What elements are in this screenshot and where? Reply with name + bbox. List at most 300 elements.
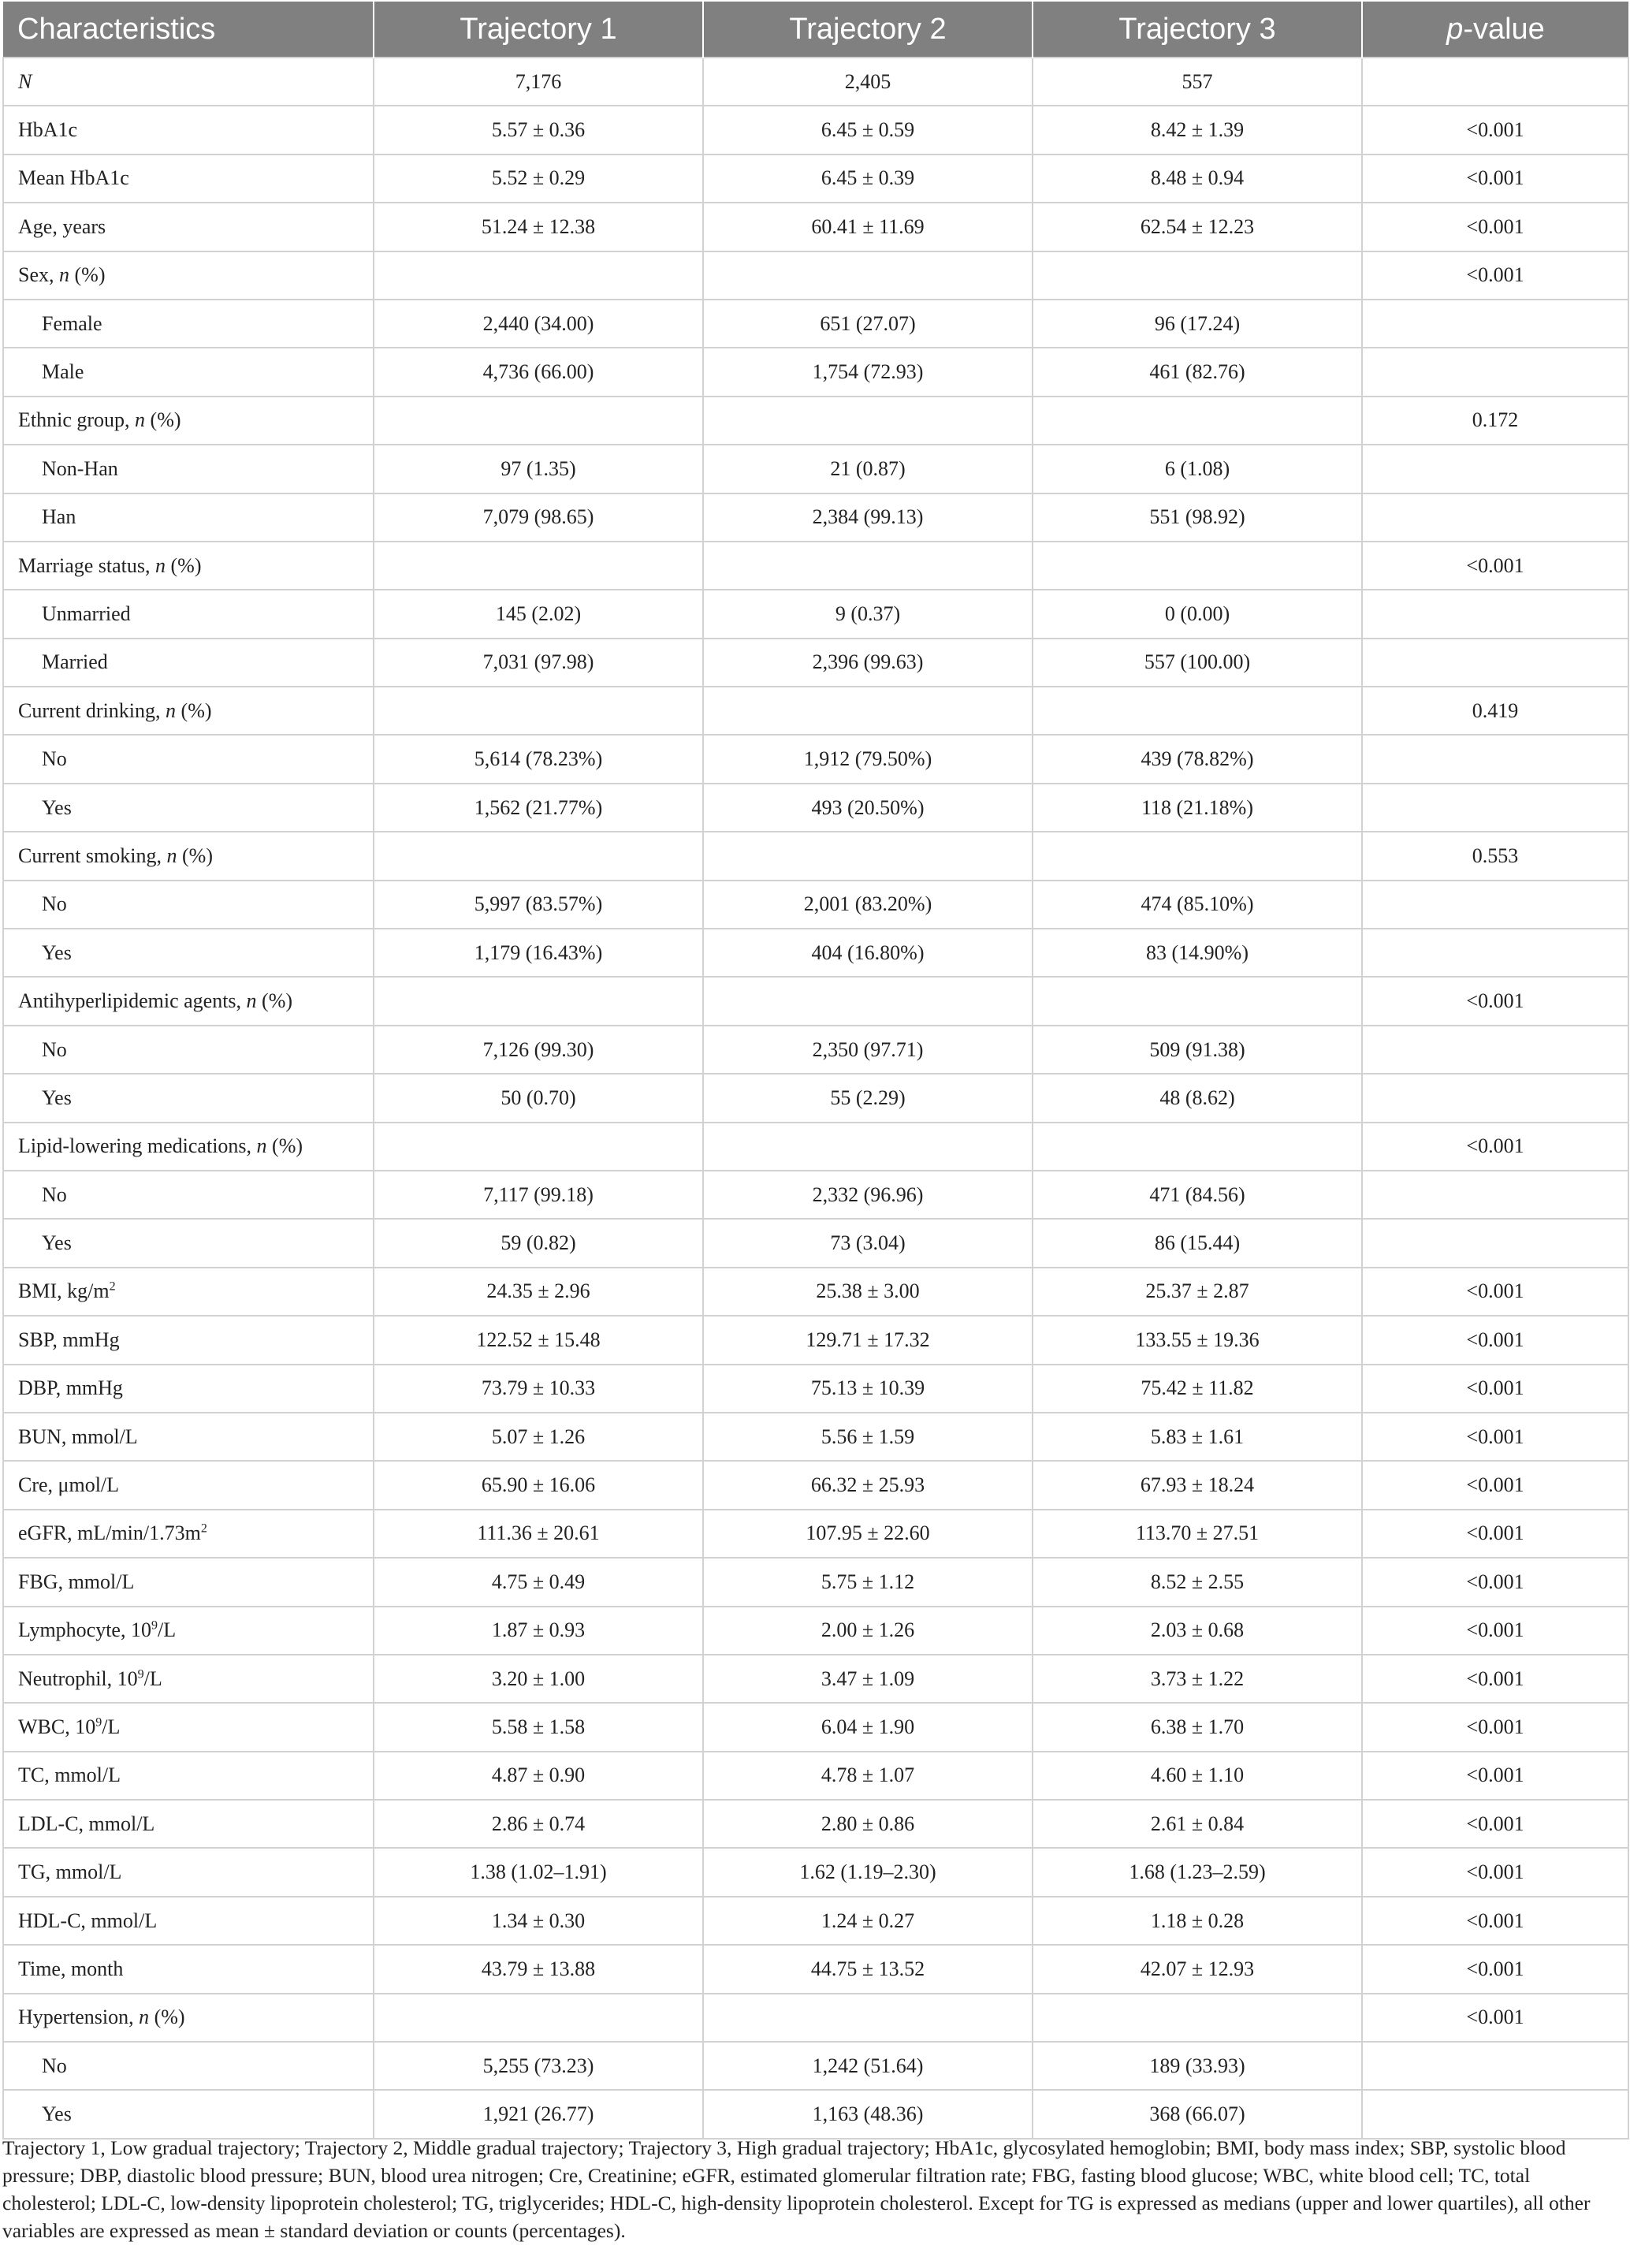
table-body	[3, 58, 1628, 2139]
p-value-cell: <0.001	[1362, 542, 1628, 590]
row-label	[3, 1026, 374, 1074]
p-value-cell	[1362, 300, 1628, 348]
trajectory-3-cell: 439 (78.82%)	[1033, 735, 1362, 783]
row-label	[3, 1461, 374, 1509]
trajectory-1-cell: 51.24 ± 12.38	[374, 203, 703, 251]
trajectory-1-cell: 1.38 (1.02–1.91)	[374, 1848, 703, 1896]
trajectory-3-cell: 113.70 ± 27.51	[1033, 1510, 1362, 1558]
trajectory-1-cell	[374, 687, 703, 735]
row-label-superscript: 2	[200, 1521, 207, 1536]
trajectory-3-cell: 551 (98.92)	[1033, 493, 1362, 542]
row-label-suffix: (%)	[145, 408, 181, 432]
row-label-text: SBP, mmHg	[18, 1328, 120, 1351]
p-value-cell	[1362, 929, 1628, 977]
row-label-text: HbA1c	[18, 118, 78, 142]
trajectory-3-cell	[1033, 251, 1362, 300]
table-row	[3, 1316, 1628, 1364]
trajectory-3-cell	[1033, 832, 1362, 880]
row-label-text: No	[42, 892, 67, 916]
table-row	[3, 1994, 1628, 2042]
trajectory-3-cell: 474 (85.10%)	[1033, 881, 1362, 929]
table-row	[3, 1123, 1628, 1171]
trajectory-3-cell	[1033, 542, 1362, 590]
trajectory-1-cell: 59 (0.82)	[374, 1219, 703, 1267]
row-label	[3, 1994, 374, 2042]
trajectory-3-cell: 62.54 ± 12.23	[1033, 203, 1362, 251]
row-label-text: Marriage status,	[18, 553, 156, 577]
trajectory-1-cell: 7,079 (98.65)	[374, 493, 703, 542]
row-label	[3, 1365, 374, 1413]
table-row	[3, 832, 1628, 880]
row-label-text: eGFR, mL/min/1.73m	[18, 1521, 201, 1545]
trajectory-2-cell: 2,001 (83.20%)	[703, 881, 1033, 929]
trajectory-1-cell	[374, 832, 703, 880]
trajectory-2-cell: 60.41 ± 11.69	[703, 203, 1033, 251]
p-value-cell: 0.419	[1362, 687, 1628, 735]
row-label	[3, 929, 374, 977]
row-label-text: Yes	[42, 1086, 72, 1109]
p-value-cell	[1362, 493, 1628, 542]
trajectory-2-cell: 1,242 (51.64)	[703, 2042, 1033, 2090]
row-label	[3, 1800, 374, 1848]
trajectory-1-cell: 24.35 ± 2.96	[374, 1268, 703, 1316]
row-label	[3, 1897, 374, 1945]
p-value-cell	[1362, 1026, 1628, 1074]
row-label-text: Married	[42, 650, 108, 674]
trajectory-3-cell: 42.07 ± 12.93	[1033, 1945, 1362, 1993]
row-label	[3, 1413, 374, 1461]
row-label	[3, 832, 374, 880]
trajectory-3-cell: 8.52 ± 2.55	[1033, 1558, 1362, 1606]
row-label	[3, 1171, 374, 1219]
trajectory-2-cell: 6.45 ± 0.39	[703, 155, 1033, 203]
trajectory-3-cell: 75.42 ± 11.82	[1033, 1365, 1362, 1413]
trajectory-2-cell: 75.13 ± 10.39	[703, 1365, 1033, 1413]
table-footnote: Trajectory 1, Low gradual trajectory; Trajectory 2, Middle gradual trajectory; Trajectory 3, High gradual trajectory; HbA1c, glycosylated hemoglobin; BMI, body mass index; SBP, systolic blood pressure; DBP, diastolic blood pressure; BUN, blood urea nitrogen; Cre, Creatinine; eGFR, estimated glomerular filtration rate; FBG, fasting blood glucose; WBC, white blood cell; TC, total cholesterol; LDL-C, low-density lipoprotein cholesterol; TG, triglycerides; HDL-C, high-density lipoprotein cholesterol. Except for TG is expressed as medians (upper and lower quartiles), all other variables are expressed as mean ± standard deviation or counts (percentages).	[2, 2136, 1591, 2242]
row-label-text: Female	[42, 311, 102, 335]
p-value-cell: <0.001	[1362, 977, 1628, 1025]
trajectory-2-cell: 2,405	[703, 58, 1033, 106]
trajectory-3-cell: 48 (8.62)	[1033, 1074, 1362, 1122]
row-label	[3, 203, 374, 251]
p-value-cell: <0.001	[1362, 1994, 1628, 2042]
p-value-cell	[1362, 445, 1628, 493]
p-value-cell: <0.001	[1362, 1800, 1628, 1848]
row-label	[3, 1655, 374, 1703]
trajectory-1-cell	[374, 542, 703, 590]
table-row	[3, 106, 1628, 154]
row-label	[3, 1945, 374, 1993]
trajectory-2-cell	[703, 1123, 1033, 1171]
row-label	[3, 445, 374, 493]
table-row	[3, 1607, 1628, 1655]
row-label-italic: n	[246, 989, 257, 1013]
p-value-cell: 0.172	[1362, 397, 1628, 445]
row-label-suffix: (%)	[177, 844, 213, 867]
row-label-superscript: 9	[137, 1667, 144, 1681]
p-value-cell: <0.001	[1362, 1268, 1628, 1316]
trajectory-3-cell: 5.83 ± 1.61	[1033, 1413, 1362, 1461]
trajectory-1-cell: 1,179 (16.43%)	[374, 929, 703, 977]
table-row	[3, 203, 1628, 251]
table-row	[3, 1413, 1628, 1461]
row-label	[3, 735, 374, 783]
row-label-text: No	[42, 747, 67, 771]
trajectory-1-cell: 5.52 ± 0.29	[374, 155, 703, 203]
trajectory-1-cell: 4,736 (66.00)	[374, 348, 703, 396]
trajectory-2-cell: 2.00 ± 1.26	[703, 1607, 1033, 1655]
row-label	[3, 1074, 374, 1122]
row-label-italic: n	[166, 698, 177, 722]
header-p-suffix: -value	[1463, 12, 1545, 46]
trajectory-1-cell: 111.36 ± 20.61	[374, 1510, 703, 1558]
table-row	[3, 1171, 1628, 1219]
trajectory-3-cell: 557	[1033, 58, 1362, 106]
trajectory-2-cell: 6.04 ± 1.90	[703, 1703, 1033, 1751]
trajectory-2-cell: 1,912 (79.50%)	[703, 735, 1033, 783]
row-label	[3, 639, 374, 687]
trajectory-3-cell: 3.73 ± 1.22	[1033, 1655, 1362, 1703]
row-label	[3, 1558, 374, 1606]
row-label-text: Lymphocyte, 10	[18, 1618, 151, 1642]
trajectory-2-cell	[703, 832, 1033, 880]
row-label-superscript: 2	[109, 1279, 116, 1294]
table-row	[3, 687, 1628, 735]
row-label-text: Ethnic group,	[18, 408, 136, 432]
table-row	[3, 1945, 1628, 1993]
row-label-text: Yes	[42, 1231, 72, 1255]
p-value-cell	[1362, 1219, 1628, 1267]
row-label	[3, 397, 374, 445]
trajectory-3-cell: 83 (14.90%)	[1033, 929, 1362, 977]
p-value-cell	[1362, 58, 1628, 106]
row-label-text: Antihyperlipidemic agents,	[18, 989, 247, 1013]
trajectory-1-cell: 122.52 ± 15.48	[374, 1316, 703, 1364]
trajectory-1-cell	[374, 251, 703, 300]
trajectory-1-cell: 7,126 (99.30)	[374, 1026, 703, 1074]
row-label-text: Male	[42, 360, 84, 384]
table-row	[3, 1510, 1628, 1558]
trajectory-1-cell: 5.57 ± 0.36	[374, 106, 703, 154]
row-label-italic: N	[18, 69, 32, 93]
p-value-cell: <0.001	[1362, 251, 1628, 300]
table-row	[3, 929, 1628, 977]
row-label-text: Sex,	[18, 263, 59, 287]
trajectory-3-cell	[1033, 1994, 1362, 2042]
p-value-cell: <0.001	[1362, 1316, 1628, 1364]
row-label-text: BUN, mmol/L	[18, 1424, 138, 1448]
trajectory-1-cell: 5,997 (83.57%)	[374, 881, 703, 929]
trajectory-3-cell: 6 (1.08)	[1033, 445, 1362, 493]
p-value-cell: <0.001	[1362, 106, 1628, 154]
table-row	[3, 1703, 1628, 1751]
row-label-italic: n	[256, 1134, 267, 1158]
table-row	[3, 784, 1628, 832]
table-row	[3, 735, 1628, 783]
trajectory-3-cell: 6.38 ± 1.70	[1033, 1703, 1362, 1751]
p-value-cell: <0.001	[1362, 1607, 1628, 1655]
row-label-text: No	[42, 1182, 67, 1206]
row-label	[3, 1607, 374, 1655]
row-label-text: Time, month	[18, 1957, 124, 1980]
trajectory-2-cell: 2,396 (99.63)	[703, 639, 1033, 687]
table-row	[3, 493, 1628, 542]
trajectory-3-cell: 2.03 ± 0.68	[1033, 1607, 1362, 1655]
p-value-cell: <0.001	[1362, 1365, 1628, 1413]
trajectory-1-cell: 97 (1.35)	[374, 445, 703, 493]
trajectory-1-cell: 7,031 (97.98)	[374, 639, 703, 687]
table-row	[3, 542, 1628, 590]
trajectory-2-cell: 73 (3.04)	[703, 1219, 1033, 1267]
trajectory-1-cell	[374, 1123, 703, 1171]
p-value-cell	[1362, 784, 1628, 832]
table-row	[3, 1558, 1628, 1606]
trajectory-2-cell	[703, 397, 1033, 445]
trajectory-2-cell: 44.75 ± 13.52	[703, 1945, 1033, 1993]
header-row	[3, 2, 1628, 58]
table-row	[3, 251, 1628, 300]
row-label	[3, 155, 374, 203]
p-value-cell	[1362, 2042, 1628, 2090]
row-label-text: Yes	[42, 2102, 72, 2126]
trajectory-1-cell: 1.87 ± 0.93	[374, 1607, 703, 1655]
trajectory-2-cell	[703, 1994, 1033, 2042]
trajectory-2-cell: 2,384 (99.13)	[703, 493, 1033, 542]
row-label-italic: n	[139, 2005, 150, 2029]
trajectory-1-cell: 4.75 ± 0.49	[374, 1558, 703, 1606]
table-row	[3, 1848, 1628, 1896]
row-label	[3, 251, 374, 300]
header-trajectory-3: Trajectory 3	[1033, 2, 1362, 58]
row-label-text: Current smoking,	[18, 844, 167, 867]
trajectory-2-cell: 55 (2.29)	[703, 1074, 1033, 1122]
table-row	[3, 1752, 1628, 1800]
header-p-value	[1362, 2, 1628, 58]
p-value-cell: <0.001	[1362, 203, 1628, 251]
trajectory-1-cell: 50 (0.70)	[374, 1074, 703, 1122]
p-value-cell	[1362, 1171, 1628, 1219]
trajectory-2-cell: 651 (27.07)	[703, 300, 1033, 348]
table-row	[3, 1365, 1628, 1413]
row-label-text: Yes	[42, 795, 72, 819]
trajectory-3-cell: 4.60 ± 1.10	[1033, 1752, 1362, 1800]
row-label-text: Lipid-lowering medications,	[18, 1134, 257, 1158]
p-value-cell: <0.001	[1362, 1123, 1628, 1171]
trajectory-1-cell: 7,176	[374, 58, 703, 106]
p-value-cell	[1362, 348, 1628, 396]
table-row	[3, 2042, 1628, 2090]
trajectory-1-cell	[374, 397, 703, 445]
row-label-text: TG, mmol/L	[18, 1860, 122, 1884]
trajectory-1-cell: 2,440 (34.00)	[374, 300, 703, 348]
row-label-text: No	[42, 1037, 67, 1061]
table-row	[3, 1897, 1628, 1945]
table-row	[3, 2090, 1628, 2138]
trajectory-2-cell: 2,350 (97.71)	[703, 1026, 1033, 1074]
trajectory-2-cell: 1.62 (1.19–2.30)	[703, 1848, 1033, 1896]
p-value-cell	[1362, 639, 1628, 687]
trajectory-1-cell: 73.79 ± 10.33	[374, 1365, 703, 1413]
table-row	[3, 639, 1628, 687]
trajectory-3-cell: 96 (17.24)	[1033, 300, 1362, 348]
trajectory-2-cell	[703, 542, 1033, 590]
p-value-cell	[1362, 2090, 1628, 2138]
row-label	[3, 1268, 374, 1316]
p-value-cell	[1362, 881, 1628, 929]
row-label	[3, 1510, 374, 1558]
row-label	[3, 2090, 374, 2138]
row-label	[3, 1123, 374, 1171]
trajectory-2-cell: 66.32 ± 25.93	[703, 1461, 1033, 1509]
trajectory-1-cell: 1.34 ± 0.30	[374, 1897, 703, 1945]
row-label-text: TC, mmol/L	[18, 1763, 121, 1787]
trajectory-2-cell: 9 (0.37)	[703, 590, 1033, 638]
row-label-text: LDL-C, mmol/L	[18, 1812, 155, 1835]
row-label	[3, 977, 374, 1025]
row-label-italic: n	[135, 408, 146, 432]
row-label-text: HDL-C, mmol/L	[18, 1909, 158, 1932]
row-label	[3, 1703, 374, 1751]
row-label	[3, 590, 374, 638]
p-value-cell	[1362, 735, 1628, 783]
trajectory-3-cell	[1033, 687, 1362, 735]
row-label-italic: n	[59, 263, 69, 287]
trajectory-2-cell: 2.80 ± 0.86	[703, 1800, 1033, 1848]
row-label	[3, 687, 374, 735]
row-label-text: Non-Han	[42, 456, 118, 480]
row-label-italic: n	[166, 844, 177, 867]
row-label-text: Han	[42, 505, 76, 529]
trajectory-2-cell	[703, 687, 1033, 735]
trajectory-1-cell: 145 (2.02)	[374, 590, 703, 638]
row-label	[3, 300, 374, 348]
row-label	[3, 348, 374, 396]
table-row	[3, 881, 1628, 929]
table-row	[3, 1655, 1628, 1703]
trajectory-2-cell: 5.75 ± 1.12	[703, 1558, 1033, 1606]
header-characteristics: Characteristics	[3, 2, 374, 58]
row-label-text: Unmarried	[42, 601, 131, 625]
trajectory-2-cell: 2,332 (96.96)	[703, 1171, 1033, 1219]
trajectory-3-cell: 509 (91.38)	[1033, 1026, 1362, 1074]
p-value-cell: <0.001	[1362, 1897, 1628, 1945]
trajectory-1-cell: 3.20 ± 1.00	[374, 1655, 703, 1703]
row-label-suffix: (%)	[166, 553, 202, 577]
trajectory-1-cell: 43.79 ± 13.88	[374, 1945, 703, 1993]
trajectory-1-cell	[374, 977, 703, 1025]
table-row	[3, 348, 1628, 396]
p-value-cell: <0.001	[1362, 1752, 1628, 1800]
trajectory-2-cell: 107.95 ± 22.60	[703, 1510, 1033, 1558]
table-row	[3, 1461, 1628, 1509]
trajectory-3-cell: 557 (100.00)	[1033, 639, 1362, 687]
table-row	[3, 300, 1628, 348]
table-row	[3, 1074, 1628, 1122]
trajectory-3-cell: 1.18 ± 0.28	[1033, 1897, 1362, 1945]
row-label	[3, 881, 374, 929]
trajectory-2-cell: 1,754 (72.93)	[703, 348, 1033, 396]
table-row	[3, 1219, 1628, 1267]
row-label-text: WBC, 10	[18, 1715, 96, 1738]
trajectory-2-cell: 3.47 ± 1.09	[703, 1655, 1033, 1703]
trajectory-1-cell: 5.07 ± 1.26	[374, 1413, 703, 1461]
p-value-cell: <0.001	[1362, 1848, 1628, 1896]
row-label	[3, 784, 374, 832]
row-label-text: Cre, μmol/L	[18, 1473, 120, 1497]
trajectory-3-cell: 118 (21.18%)	[1033, 784, 1362, 832]
trajectory-3-cell: 471 (84.56)	[1033, 1171, 1362, 1219]
characteristics-table	[2, 2, 1629, 2140]
trajectory-1-cell: 5,255 (73.23)	[374, 2042, 703, 2090]
header-p-letter: p	[1446, 12, 1464, 46]
table-row	[3, 1268, 1628, 1316]
trajectory-3-cell: 0 (0.00)	[1033, 590, 1362, 638]
table-row	[3, 155, 1628, 203]
trajectory-1-cell: 5,614 (78.23%)	[374, 735, 703, 783]
trajectory-2-cell: 5.56 ± 1.59	[703, 1413, 1033, 1461]
row-label	[3, 493, 374, 542]
header-trajectory-2: Trajectory 2	[703, 2, 1033, 58]
table-row	[3, 977, 1628, 1025]
trajectory-3-cell: 189 (33.93)	[1033, 2042, 1362, 2090]
row-label-text: Current drinking,	[18, 698, 166, 722]
row-label-suffix: (%)	[256, 989, 293, 1013]
trajectory-3-cell: 133.55 ± 19.36	[1033, 1316, 1362, 1364]
row-label	[3, 542, 374, 590]
p-value-cell: <0.001	[1362, 1655, 1628, 1703]
table-row	[3, 58, 1628, 106]
row-label-suffix: (%)	[176, 698, 212, 722]
trajectory-2-cell	[703, 251, 1033, 300]
trajectory-3-cell: 461 (82.76)	[1033, 348, 1362, 396]
trajectory-1-cell: 1,921 (26.77)	[374, 2090, 703, 2138]
trajectory-3-cell	[1033, 1123, 1362, 1171]
row-label-suffix: /L	[157, 1618, 177, 1642]
trajectory-1-cell: 1,562 (21.77%)	[374, 784, 703, 832]
trajectory-2-cell: 1,163 (48.36)	[703, 2090, 1033, 2138]
table-row	[3, 445, 1628, 493]
row-label	[3, 1219, 374, 1267]
p-value-cell: <0.001	[1362, 155, 1628, 203]
row-label-superscript: 9	[151, 1618, 158, 1633]
trajectory-2-cell: 4.78 ± 1.07	[703, 1752, 1033, 1800]
trajectory-3-cell	[1033, 397, 1362, 445]
trajectory-3-cell: 8.48 ± 0.94	[1033, 155, 1362, 203]
row-label-text: Age, years	[18, 214, 106, 238]
trajectory-1-cell	[374, 1994, 703, 2042]
trajectory-3-cell: 368 (66.07)	[1033, 2090, 1362, 2138]
header-trajectory-1: Trajectory 1	[374, 2, 703, 58]
p-value-cell: <0.001	[1362, 1461, 1628, 1509]
p-value-cell: <0.001	[1362, 1413, 1628, 1461]
row-label-suffix: (%)	[149, 2005, 185, 2029]
trajectory-1-cell: 5.58 ± 1.58	[374, 1703, 703, 1751]
trajectory-3-cell: 25.37 ± 2.87	[1033, 1268, 1362, 1316]
trajectory-2-cell: 6.45 ± 0.59	[703, 106, 1033, 154]
row-label-text: No	[42, 2054, 67, 2077]
trajectory-2-cell: 493 (20.50%)	[703, 784, 1033, 832]
row-label-suffix: /L	[143, 1667, 162, 1690]
trajectory-1-cell: 4.87 ± 0.90	[374, 1752, 703, 1800]
row-label-text: Mean HbA1c	[18, 166, 129, 190]
p-value-cell: <0.001	[1362, 1510, 1628, 1558]
trajectory-3-cell	[1033, 977, 1362, 1025]
row-label-suffix: /L	[102, 1715, 121, 1738]
row-label-suffix: (%)	[69, 263, 106, 287]
row-label-text: BMI, kg/m	[18, 1279, 110, 1303]
p-value-cell	[1362, 1074, 1628, 1122]
table-row	[3, 1026, 1628, 1074]
